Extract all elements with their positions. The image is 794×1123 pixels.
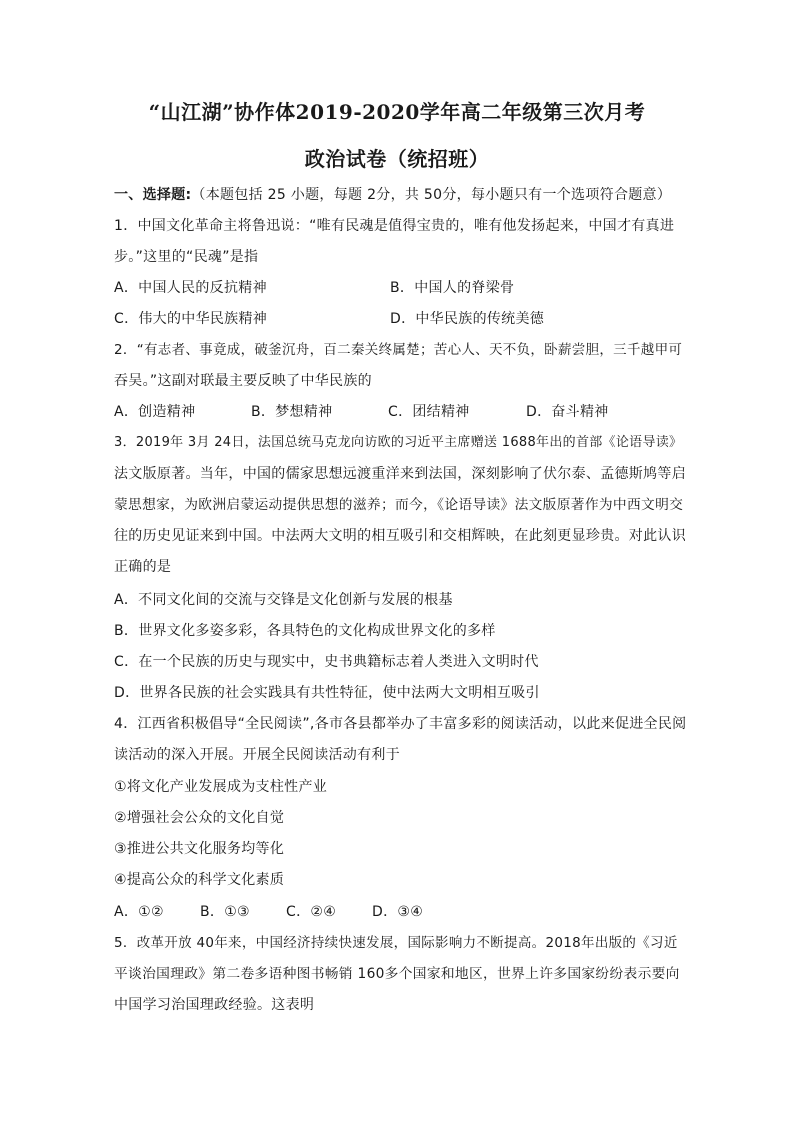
section-label: 一、选择题: [114,187,192,203]
q2-options-row [114,402,634,422]
q2-stem-line1: 2．“有志者、事竟成，破釜沉舟，百二秦关终属楚；苦心人、天不负，卧薪尝胆，三千越甲可 [114,342,683,358]
q3-option-c: C．在一个民族的历史与现实中，史书典籍标志着人类进入文明时代 [114,654,539,670]
q1-stem-line1: 1．中国文化革命主将鲁迅说：“唯有民魂是值得宝贵的，唯有他发扬起来，中国才有真进 [114,218,675,234]
q5-stem-line3: 中国学习治国理政经验。这表明 [114,997,315,1013]
exam-subtitle: 政治试卷（统招班） [304,147,490,171]
q2-option-d: D．奋斗精神 [526,404,609,420]
q1-option-b: B．中国人的脊梁骨 [390,280,515,296]
q5-stem-line2: 平谈治国理政》第二卷多语种图书畅销 160多个国家和地区，世界上许多国家纷纷表示要向 [114,966,680,982]
section-heading [114,185,671,205]
q3-stem-line5: 正确的是 [114,559,172,575]
q1-stem-line2: 步。”这里的“民魂”是指 [114,249,259,265]
q3-option-d: D．世界各民族的社会实践具有共性特征，使中法两大文明相互吸引 [114,685,540,701]
q4-option-c: C．②④ [286,904,337,920]
q1-option-c: C．伟大的中华民族精神 [114,311,268,327]
q4-stem-line2: 读活动的深入开展。开展全民阅读活动有利于 [114,747,400,763]
q5-stem-line1: 5．改革开放 40年来，中国经济持续快速发展，国际影响力不断提高。2018年出版的《习近 [114,935,678,951]
q2-stem-line2: 吞吴。”这副对联最主要反映了中华民族的 [114,373,372,389]
q4-option-a: A．①② [114,904,164,920]
q3-option-a: A．不同文化间的交流与交锋是文化创新与发展的根基 [114,592,453,608]
q4-option-d: D．③④ [372,904,424,920]
q4-statement-3: ③推进公共文化服务均等化 [114,841,285,857]
q4-statement-1: ①将文化产业发展成为支柱性产业 [114,779,328,795]
section-note: （本题包括 25 小题，每题 2分，共 50分，每小题只有一个选项符合题意） [191,187,672,203]
q4-statement-4: ④提高公众的科学文化素质 [114,872,285,888]
q4-option-b: B．①③ [200,904,250,920]
q4-stem-line1: 4．江西省积极倡导“全民阅读”,各市各县都举办了丰富多彩的阅读活动，以此来促进全民阅 [114,716,687,732]
q4-options-row [114,902,444,922]
q2-option-b: B．梦想精神 [251,404,333,420]
q1-option-d: D．中华民族的传统美德 [390,311,545,327]
q1-options-row2 [114,309,674,329]
q3-stem-line3: 蒙思想家，为欧洲启蒙运动提供思想的滋养；而今，《论语导读》法文版原著作为中西文明交 [114,497,684,513]
q2-option-c: C．团结精神 [388,404,470,420]
q1-options-row1 [114,278,674,298]
q3-stem-line2: 法文版原著。当年，中国的儒家思想远渡重洋来到法国，深刻影响了伏尔泰、孟德斯鸠等启 [114,466,686,482]
exam-title: “山江湖”协作体2019-2020学年高二年级第三次月考 [148,100,646,124]
q4-statement-2: ②增强社会公众的文化自觉 [114,810,285,826]
q3-stem-line1: 3．2019年 3月 24日，法国总统马克龙向访欧的习近平主席赠送 1688年出的首部《论语导读》 [114,435,683,450]
q2-option-a: A．创造精神 [114,404,196,420]
q3-option-b: B．世界文化多姿多彩，各具特色的文化构成世界文化的多样 [114,623,496,639]
q3-stem-line4: 往的历史见证来到中国。中法两大文明的相互吸引和交相辉映，在此刻更显珍贵。对此认识 [114,528,686,544]
q1-option-a: A．中国人民的反抗精神 [114,280,267,296]
